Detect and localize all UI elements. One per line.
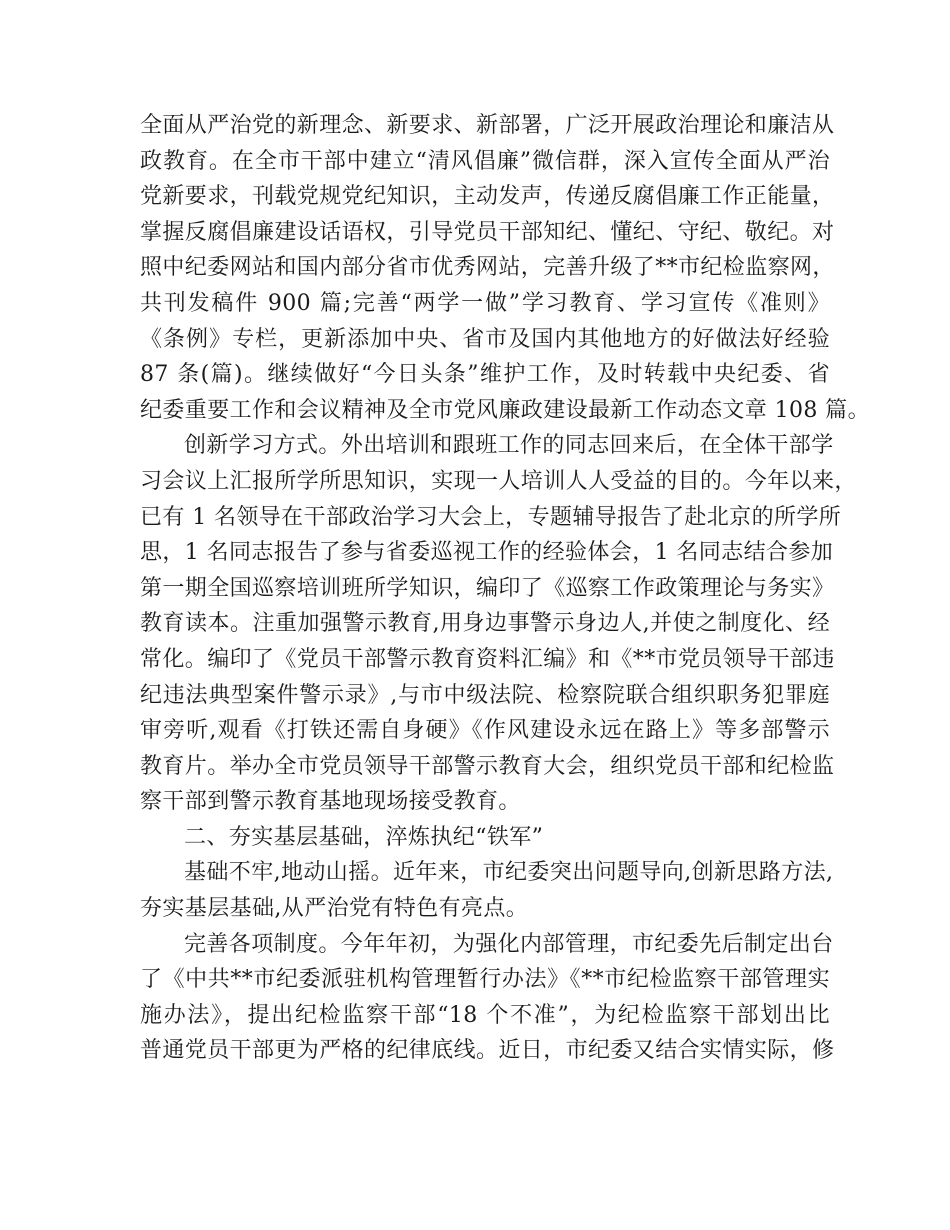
text-line: 了《中共**市纪委派驻机构管理暂行办法》《**市纪检监察干部管理实 <box>140 967 830 993</box>
text-line: 党新要求，刊载党规党纪知识，主动发声，传递反腐倡廉工作正能量， <box>140 184 835 210</box>
text-line: 普通党员干部更为严格的纪律底线。近日，市纪委又结合实情实际，修 <box>140 1038 835 1064</box>
text-line: 教育片。举办全市党员领导干部警示教育大会，组织党员干部和纪检监 <box>140 753 835 779</box>
text-line: 完善各项制度。今年年初，为强化内部管理，市纪委先后制定出台 <box>184 931 834 957</box>
text-line: 察干部到警示教育基地现场接受教育。 <box>140 789 521 815</box>
text-line: 审旁听,观看《打铁还需自身硬》《作风建设永远在路上》等多部警示 <box>140 718 830 744</box>
text-line: 二、夯实基层基础，淬炼执纪“铁军” <box>184 824 544 850</box>
text-line: 87 条(篇)。继续做好“今日头条”维护工作，及时转载中央纪委、省 <box>140 362 830 388</box>
text-line: 常化。编印了《党员干部警示教育资料汇编》和《**市党员领导干部违 <box>140 646 835 672</box>
text-line: 纪委重要工作和会议精神及全市党风廉政建设最新工作动态文章 108 篇。 <box>140 397 870 423</box>
text-line: 创新学习方式。外出培训和跟班工作的同志回来后，在全体干部学 <box>184 433 834 459</box>
text-line: 掌握反腐倡廉建设话语权，引导党员干部知纪、懂纪、守纪、敬纪。对 <box>140 219 835 245</box>
text-line: 共刊发稿件 900 篇;完善“两学一做”学习教育、学习宣传《准则》 <box>140 290 830 316</box>
text-line: 照中纪委网站和国内部分省市优秀网站，完善升级了**市纪检监察网， <box>140 255 835 281</box>
text-line: 纪违法典型案件警示录》,与市中级法院、检察院联合组织职务犯罪庭 <box>140 682 830 708</box>
text-line: 思，1 名同志报告了参与省委巡视工作的经验体会，1 名同志结合参加 <box>140 540 834 566</box>
text-line: 第一期全国巡察培训班所学知识，编印了《巡察工作政策理论与务实》 <box>140 575 835 601</box>
text-line: 全面从严治党的新理念、新要求、新部署，广泛开展政治理论和廉洁从 <box>140 113 835 138</box>
text-line: 教育读本。注重加强警示教育,用身边事警示身边人,并使之制度化、经 <box>140 611 830 637</box>
text-line: 《条例》专栏，更新添加中央、省市及国内其他地方的好做法好经验 <box>140 326 830 352</box>
text-line: 已有 1 名领导在干部政治学习大会上，专题辅导报告了赴北京的所学所 <box>140 504 842 530</box>
text-line: 基础不牢,地动山摇。近年来，市纪委突出问题导向,创新思路方法, <box>184 860 834 886</box>
text-line: 习会议上汇报所学所思知识，实现一人培训人人受益的目的。今年以来， <box>140 468 857 494</box>
document-body <box>140 108 870 1069</box>
text-line: 夯实基层基础,从严治党有特色有亮点。 <box>140 896 529 922</box>
text-line: 施办法》，提出纪检监察干部“18 个不准”，为纪检监察干部划出比 <box>140 1002 830 1028</box>
text-line: 政教育。在全市干部中建立“清风倡廉”微信群，深入宣传全面从严治 <box>140 148 830 174</box>
